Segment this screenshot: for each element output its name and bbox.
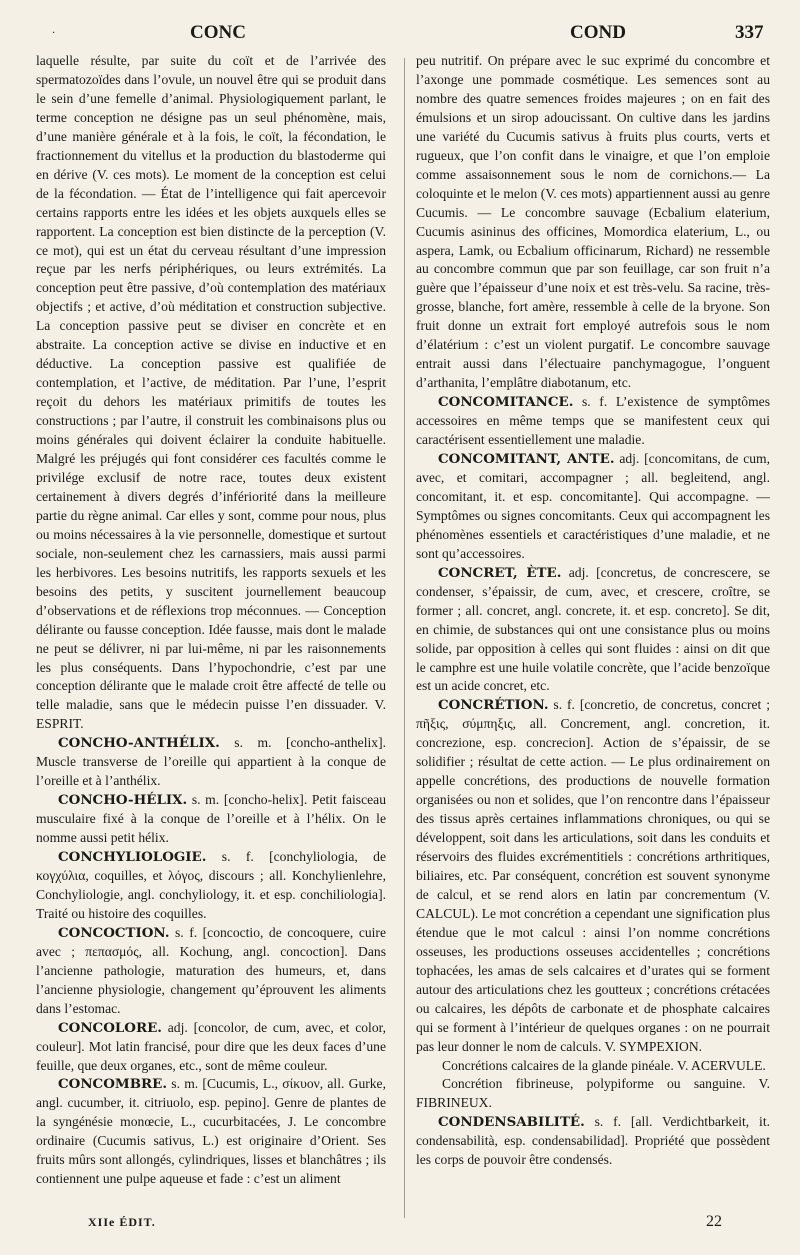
page-footer	[0, 1213, 800, 1237]
dictionary-entry	[416, 564, 770, 697]
dictionary-entry	[416, 1113, 770, 1170]
entry-text: Concrétion fibrineuse, polypiforme ou sanguine. V. FIBRINEUX.	[416, 1076, 770, 1111]
entry-headword: CONCOMITANCE.	[438, 394, 574, 411]
entry-text: adj. [concomitans, de cum, avec, et comitari, accompagner ; all. begleitend, angl. concomitant, it. et esp. concomitante]. Qui accompagne. — Symptômes ou signes concomitants. Ceux qui accompagnent les phénomènes essentiels et caractéristiques d’une maladie, et ne sont qu’accessoires.	[416, 451, 770, 561]
entry-headword: CONCHYLIOLOGIE.	[58, 849, 207, 866]
right-column	[416, 52, 770, 1170]
entry-headword: CONCRÉTION.	[438, 697, 549, 714]
entry-text: s. m. [Cucumis, L., σίκυον, all. Gurke, angl. cucumber, it. citriuolo, esp. pepino]. Genre de plantes de la syngénésie monœcie, L., cucurbitacées, J. Le concombre ordinaire (Cucumis sativus, L.) est originaire d’Orient. Ses fruits mûrs sont allongés, cylindriques, lisses et blanchâtres ; ils contiennent une pulpe aqueuse et fade : c’est un aliment	[36, 1076, 386, 1187]
entry-text: adj. [concretus, de concrescere, se condenser, s’épaissir, de cum, avec, et crescere, croître, se former ; all. concret, angl. concrete, it. et esp. concreto]. Se dit, en chimie, de substances qui ont une consistance plus ou moins solide, par opposition à celles qui sont fluides : ainsi on dit que le camphre est une huile volatile concrète, que l’acide benzoïque est un acide concret, etc.	[416, 564, 770, 694]
left-column	[36, 52, 386, 1189]
entry-headword: CONCHO-HÉLIX.	[58, 792, 188, 809]
entry-headword: CONCOMBRE.	[58, 1076, 168, 1093]
entry-headword: CONCOMITANT, ANTE.	[438, 451, 615, 468]
entry-headword: CONCHO-ANTHÉLIX.	[58, 735, 220, 752]
dictionary-entry	[36, 924, 386, 1019]
dictionary-entry	[416, 393, 770, 450]
entry-paragraph	[416, 1057, 770, 1076]
dictionary-entry	[416, 450, 770, 564]
dictionary-entry	[36, 1075, 386, 1189]
entry-headword: CONCOCTION.	[58, 924, 170, 941]
entry-text: peu nutritif. On prépare avec le suc exprimé du concombre et l’axonge une pommade cosmétique. Les semences sont au nombre des quatre semences froides majeures ; on en fait des émulsions et un sirop adoucissant. On cultive dans les jardins une variété du Cucumis sativus à fruits plus courts, verts et rugueux, que l’on confit dans le vinaigre, et que l’on emploie comme assaisonnement sous le nom de cornichons.— La coloquinte et le melon (V. ces mots) appartiennent aussi au genre Cucumis. — Le concombre sauvage (Ecbalium elaterium, Cucumis asininus des officines, Momordica elaterium, L., ou aspera, Lamk, ou Ecbalium officinarum, Richard) ne ressemble au concombre commun que par son feuillage, car son fruit n’a guère que l’épaisseur d’une noix et est très-velu. Sa racine, très-grosse, blanche, fort amère, ressemble à celle de la bryone. Son fruit donne un extrait fort employé autrefois sous le nom d’élatérium : c’est un violent purgatif. Le concombre sauvage entrait aussi dans l’électuaire panchymagogue, l’onguent d’arthanita, l’emplâtre diabotanum, etc.	[416, 53, 770, 391]
dictionary-entry	[36, 734, 386, 791]
page-number: 337	[735, 22, 764, 43]
entry-text: adj. [concolor, de cum, avec, et color, couleur]. Mot latin francisé, pour dire que les deux faces d’une feuille, que deux organes, etc., sont de même couleur.	[36, 1019, 386, 1073]
edition-mark: XIIe ÉDIT.	[88, 1215, 156, 1229]
entry-text: s. m. [concho-anthelix]. Muscle transverse de l’oreille qui appartient à la conque de l’oreille et à l’anthélix.	[36, 735, 386, 789]
dictionary-entry	[416, 696, 770, 1056]
header-right-guideword: COND	[570, 22, 626, 43]
entry-text: laquelle résulte, par suite du coït et de l’arrivée des spermatozoïdes dans l’ovule, un nouvel être qui se produit dans le sein d’une femelle d’animal. Physiologiquement parlant, le terme conception ne désigne pas un seul phénomène, mais, d’une manière générale et à la fois, le coït, la fécondation, le fractionnement du vitellus et la production du blastoderme qui en dérive (V. ces mots). Le moment de la conception est celui de la fécondation. — État de l’intelligence qui fait apercevoir certains rapports entre les idées et les objets auxquels elles se rapportent. La conception est bien distincte de la perception (V. ce mot), qui est un état du cerveau résultant d’une impression reçue par les nerfs périphériques, ou leurs extrémités. La conception peut être passive, d’où contemplation des matériaux objectifs ; et active, d’où méditation et construction subjective. La conception passive peut se diviser en concrète et en abstraite. La conception active se divise en inductive et en déductive. La conception passive est qualifiée de contemplation, et l’active, de méditation. Par l’une, l’esprit reçoit du dehors les matériaux primitifs de toutes les constructions ; par l’autre, il construit les combinaisons plus ou moins générales qui doivent éclairer la conduite habituelle. Malgré les préjugés qui font considérer ces facultés comme le privilége exclusif de notre race, toutes deux existent certainement à divers degrés d’infériorité dans la meilleure partie du règne animal. Car elles y sont, comme pour nous, plus ou moins nécessaires à la vie personnelle, domestique et surtout sociale, non-seulement chez les carnassiers, mais aussi parmi les herbivores. Les besoins nutritifs, les rapports sexuels et les besoins des petits, y suscitent journellement beaucoup d’observations et de réflexions trop méconnues. — Conception délirante ou fausse conception. Idée fausse, mais dont le malade ne peut se délivrer, ni par lui-même, ni par les raisonnements les plus conséquents. Dans l’hypochondrie, c’est par une conception délirante que le malade croit être affecté de telle ou telle maladie, sans que le médecin puisse l’en dissuader. V. ESPRIT.	[36, 53, 386, 732]
entry-text: s. f. [all. Verdichtbarkeit, it. condensabilità, esp. condensabilidad]. Propriété que possèdent les corps de pouvoir être condensés.	[416, 1114, 770, 1168]
entry-paragraph	[36, 52, 386, 734]
column-divider	[404, 58, 405, 1218]
entry-text: s. f. [concoctio, de concoquere, cuire avec ; πεπασμός, all. Kochung, angl. concoction]. Dans l’ancienne pathologie, maturation des humeurs, et, dans l’ancienne physiologie, changement qu’éprouvent les aliments dans l’estomac.	[36, 924, 386, 1016]
entry-headword: CONDENSABILITÉ.	[438, 1114, 585, 1131]
dictionary-entry	[36, 1019, 386, 1076]
entry-text: s. f. [concretio, de concretus, concret ; πῆξις, σύμπηξις, all. Concrement, angl. concretion, it. concrezione, esp. concrecion]. Action de s’épaissir, de se solidifier ; résultat de cette action. — Le plus ordinairement on appelle concrétions, des productions de nouvelle formation organisées ou non et solides, que l’on rencontre dans l’épaisseur des tissus après certaines inflammations chroniques, ou qui se développent, soit dans les articulations, soit dans les conduits et réservoirs des fluides excrémentitiels : concrétions arthritiques, biliaires, etc. Par conséquent, concrétion est souvent synonyme de calcul, et se rend alors en latin par concrementum (V. CALCUL). Le mot concrétion a cependant une signification plus étendue que le mot calcul : ainsi l’on nomme concrétions osseuses, les productions osseuses accidentelles ; concrétions tophacées, les amas de sels calcaires et d’urates qui se forment autour des articulations chez les goutteux ; concrétions crétacées ou calcaires, les dépôts de carbonate et de phosphate calcaires qui se forment à l’intérieur de quelques organes : on ne pourrait pas leur donner le nom de calculs. V. SYMPEXION.	[416, 697, 770, 1054]
entry-paragraph	[416, 1075, 770, 1113]
dictionary-entry	[36, 791, 386, 848]
entry-paragraph	[416, 52, 770, 393]
page-header	[0, 22, 800, 50]
header-left-guideword: CONC	[190, 22, 246, 43]
print-mark: ·	[52, 28, 56, 39]
entry-text: s. f. L’existence de symptômes accessoires en même temps que se manifestent ceux qui caractérisent essentiellement une maladie.	[416, 394, 770, 448]
entry-text: s. m. [concho-helix]. Petit faisceau musculaire fixé à la conque de l’oreille et à l’hélix. On le nomme aussi petit hélix.	[36, 792, 386, 846]
entry-headword: CONCRET, ÈTE.	[438, 564, 562, 581]
entry-headword: CONCOLORE.	[58, 1019, 162, 1036]
signature-mark: 22	[706, 1213, 722, 1230]
entry-text: s. f. [conchyliologia, de κογχύλια, coquilles, et λόγος, discours ; all. Konchylienlehre, Conchyliologie, angl. conchyliology, it. et esp. conchiliologia]. Traité ou histoire des coquilles.	[36, 849, 386, 921]
entry-text: Concrétions calcaires de la glande pinéale. V. ACERVULE.	[442, 1057, 766, 1073]
dictionary-entry	[36, 848, 386, 924]
